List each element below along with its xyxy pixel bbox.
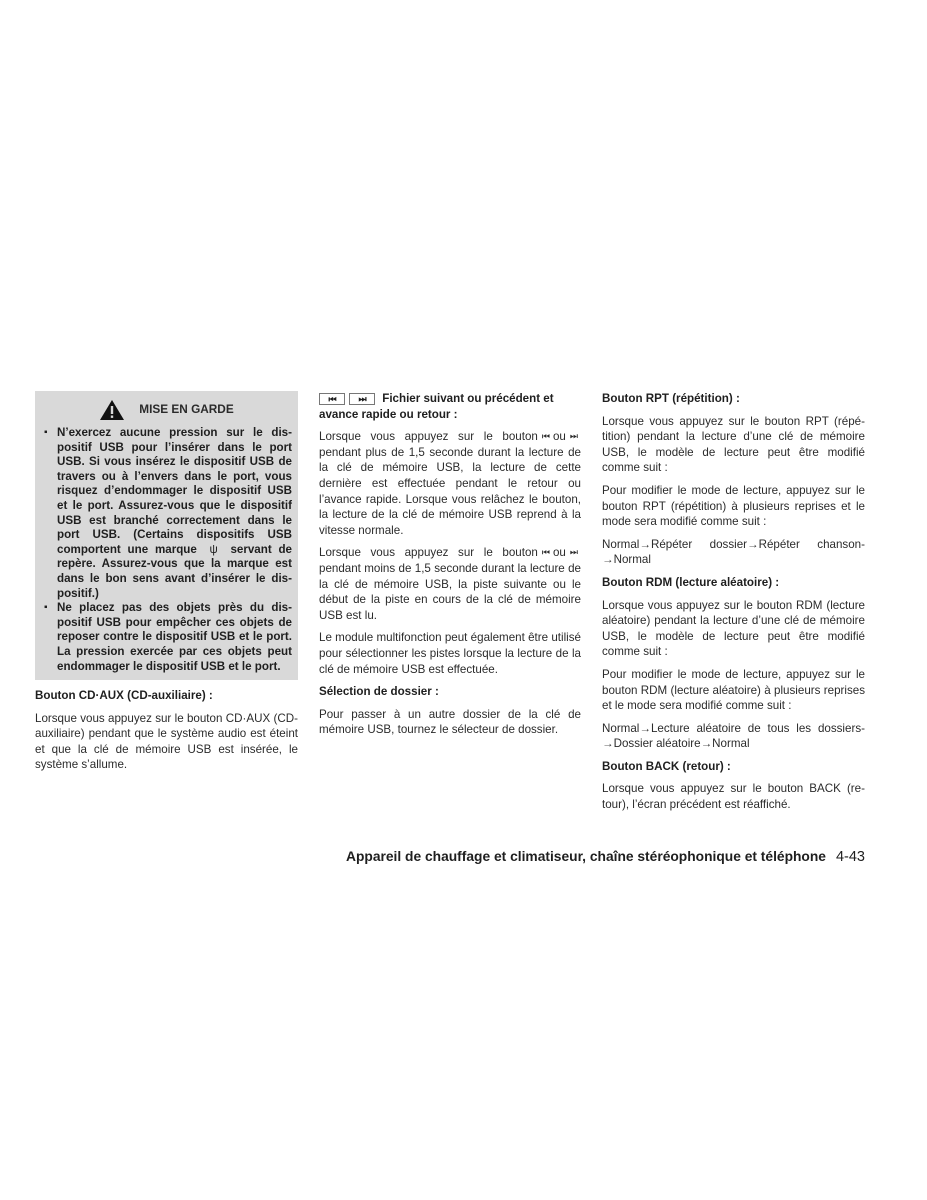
usb-icon: ψ [209, 542, 218, 556]
track-skip-heading [319, 391, 581, 422]
page-footer [338, 849, 865, 865]
warning-triangle-icon [99, 399, 125, 421]
rdm-paragraph-1: Lorsque vous appuyez sur le bouton RDM (lecture aléatoire) pendant la lecture d’une clé de mémoire USB, le modèle de lecture peut être modifié comme suit : [602, 598, 865, 659]
folder-selection-heading: Sélection de dossier : [319, 685, 439, 699]
back-heading: Bouton BACK (retour) : [602, 759, 731, 773]
paragraph-text: Lorsque vous appuyez sur le bouton [319, 430, 538, 444]
prev-track-icon: ⏮ [319, 393, 345, 405]
column-3 [602, 391, 865, 820]
next-track-icon: ⏭ [569, 547, 577, 558]
paragraph-text: pendant plus de 1,5 seconde durant la lecture de la clé de mémoire USB, la lecture de cette dernière est effectuée pendant le retour ou l’avance rapide. Lorsque vous relâchez le bouton, la lecture de la clé de mémoire USB reprend à la vitesse normale. [319, 445, 581, 537]
rdm-paragraph-2: Pour modifier le mode de lecture, appuyez sur le bouton RDM (lecture aléatoire) à plusieurs reprises et le mode sera modifié comme suit : [602, 667, 865, 713]
paragraph-text: ou [552, 546, 566, 560]
warning-item-text: servant de repère. Assurez-vous que la marque est dans le bon sens avant d’insérer le dispositif.) [57, 542, 293, 600]
warning-item [41, 426, 292, 601]
track-skip-heading-text: Fichier suivant ou précédent et avance rapide ou retour : [319, 392, 554, 421]
warning-header [41, 399, 292, 421]
footer-section-title: Appareil de chauffage et climatiseur, chaîne stéréophonique et téléphone [346, 849, 826, 864]
rdm-heading: Bouton RDM (lecture aléatoire) : [602, 575, 780, 589]
prev-track-icon: ⏮ [541, 431, 549, 442]
rpt-heading: Bouton RPT (répétition) : [602, 392, 740, 405]
rpt-paragraph-2: Pour modifier le mode de lecture, appuyez sur le bouton RPT (répétition) à plusieurs reprises et le mode sera modifié comme suit : [602, 483, 865, 529]
track-paragraph-short-press [319, 545, 581, 623]
track-paragraph-long-press [319, 429, 581, 538]
next-track-icon: ⏭ [349, 393, 375, 405]
warning-title: MISE EN GARDE [139, 402, 234, 417]
cd-aux-heading: Bouton CD·AUX (CD-auxiliaire) : [35, 689, 213, 703]
paragraph-text: Lorsque vous appuyez sur le bouton [319, 546, 538, 560]
warning-list [41, 426, 292, 674]
rdm-sequence: Normal→Lecture aléatoire de tous les dossiers→Dossier aléatoire→Normal [602, 721, 865, 751]
cd-aux-paragraph: Lorsque vous appuyez sur le bouton CD·AUX (CD-auxiliaire) pendant que le système audio est éteint et que la clé de mémoire USB est insérée, le système s’allume. [35, 711, 298, 772]
multifunction-paragraph: Le module multifonction peut également être utilisé pour sélectionner les pistes lorsque la lecture de la clé de mémoire USB est effectuée. [319, 631, 581, 676]
column-1 [35, 391, 298, 780]
column-2 [319, 391, 581, 745]
back-paragraph: Lorsque vous appuyez sur le bouton BACK (retour), l’écran précédent est réaffiché. [602, 782, 865, 812]
paragraph-text: ou [552, 430, 566, 444]
folder-selection-paragraph: Pour passer à un autre dossier de la clé de mémoire USB, tournez le sélecteur de dossier. [319, 707, 581, 737]
rpt-sequence: Normal→Répéter dossier→Répéter chanson→Normal [602, 537, 865, 567]
warning-item-text: N’exercez aucune pression sur le dispositif USB pour l’insérer dans le port USB. Si vous insérez le dispositif USB de travers ou à l’envers dans le port, vous risquez d’endommager le dispositif USB et le port. Assurez-vous que le dispositif USB est branché correctement dans le port USB. (Certains dispositifs USB comportent une marque [57, 426, 292, 556]
rpt-paragraph-1: Lorsque vous appuyez sur le bouton RPT (répétition) pendant la lecture d’une clé de mémoire USB, le modèle de lecture peut être modifié comme suit : [602, 414, 865, 475]
paragraph-text: pendant moins de 1,5 seconde durant la lecture de la clé de mémoire USB, la piste suivante ou le début de la piste en cours de la clé de mémoire USB est lu. [319, 561, 581, 622]
warning-item: ▪ Ne placez pas des objets près du dispositif USB pour empêcher ces objets de reposer contre le dispositif USB et le port. La pression exercée par ces objets peut endommager le dispositif USB et le port. [41, 601, 292, 674]
next-track-icon: ⏭ [569, 431, 577, 442]
warning-box [35, 391, 298, 680]
prev-track-icon: ⏮ [541, 547, 549, 558]
page-number: 4-43 [835, 849, 865, 865]
